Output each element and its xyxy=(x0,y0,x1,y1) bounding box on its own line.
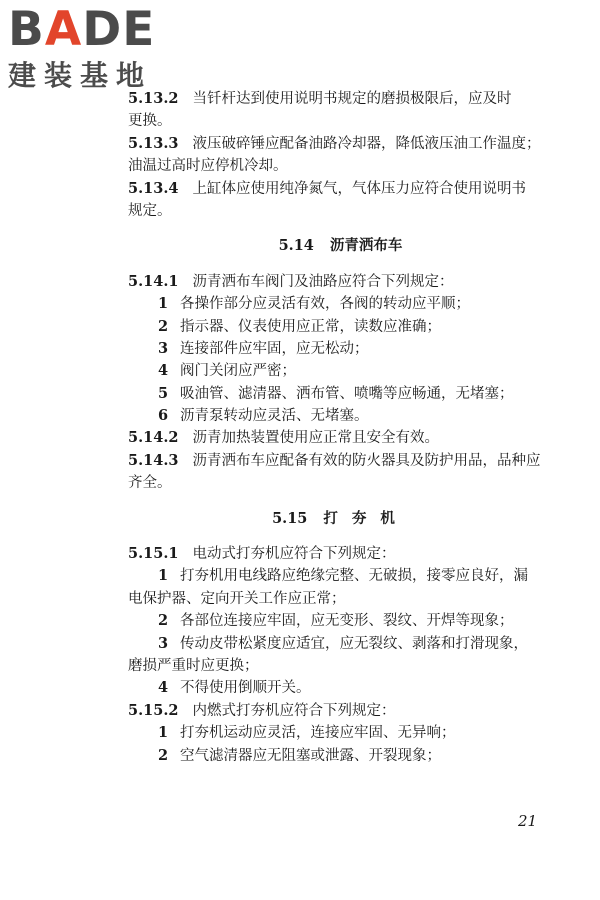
bade-logo xyxy=(8,2,178,97)
clause-5-14-1: 5.14.1 沥青洒布车阀门及油路应符合下列规定： xyxy=(128,272,454,290)
clause-continuation: 油温过高时应停机冷却。 xyxy=(128,158,288,175)
list-item: 2 空气滤清器应无阻塞或泄露、开裂现象； xyxy=(158,746,441,764)
clause-5-15-1: 5.15.1 电动式打夯机应符合下列规定： xyxy=(128,545,396,563)
clause-5-13-4: 5.13.4 上缸体应使用纯净氮气，气体压力应符合使用说明书 xyxy=(128,179,526,197)
page-number: 21 xyxy=(518,812,538,830)
list-item: 2 各部位连接应牢固，应无变形、裂纹、开焊等现象； xyxy=(158,612,514,630)
clause-continuation: 更换。 xyxy=(128,113,172,130)
list-item: 4 阀门关闭应严密； xyxy=(158,362,296,380)
clause-5-15-2: 5.15.2 内燃式打夯机应符合下列规定： xyxy=(128,701,396,719)
list-item-continuation: 磨损严重时应更换； xyxy=(128,657,259,674)
clause-continuation: 齐全。 xyxy=(128,475,172,492)
clause-continuation: 规定。 xyxy=(128,202,172,219)
list-item: 2 指示器、仪表使用应正常，读数应准确； xyxy=(158,317,441,335)
clause-5-14-2: 5.14.2 沥青加热装置使用应正常且安全有效。 xyxy=(128,429,439,447)
list-item: 6 沥青泵转动应灵活、无堵塞。 xyxy=(158,407,369,425)
list-item: 1 打夯机用电线路应绝缘完整、无破损，接零应良好，漏 xyxy=(158,567,528,585)
document-body xyxy=(128,88,553,767)
list-item: 1 打夯机运动应灵活，连接应牢固、无异响； xyxy=(158,724,456,742)
clause-5-14-3: 5.14.3 沥青洒布车应配备有效的防火器具及防护用品，品种应 xyxy=(128,451,541,469)
list-item: 5 吸油管、滤清器、洒布管、喷嘴等应畅通，无堵塞； xyxy=(158,384,514,402)
logo-wordmark: BADE xyxy=(8,2,156,57)
list-item: 3 连接部件应牢固，应无松动； xyxy=(158,339,369,357)
section-heading-5-15: 5.15 打夯机 xyxy=(272,509,409,527)
list-item: 3 传动皮带松紧度应适宜，应无裂纹、剥落和打滑现象， xyxy=(158,634,528,652)
list-item-continuation: 电保护器、定向开关工作应正常； xyxy=(128,590,346,607)
section-heading-5-14: 5.14 沥青洒布车 xyxy=(278,237,403,255)
logo-chinese-text: 建装基地 xyxy=(8,59,153,92)
list-item: 1 各操作部分应灵活有效，各阀的转动应平顺； xyxy=(158,295,470,313)
clause-5-13-2: 5.13.2 当钎杆达到使用说明书规定的磨损极限后，应及时 xyxy=(128,90,512,107)
list-item: 4 不得使用倒顺开关。 xyxy=(158,679,311,697)
clause-5-13-3: 5.13.3 液压破碎锤应配备油路冷却器，降低液压油工作温度； xyxy=(128,134,541,152)
